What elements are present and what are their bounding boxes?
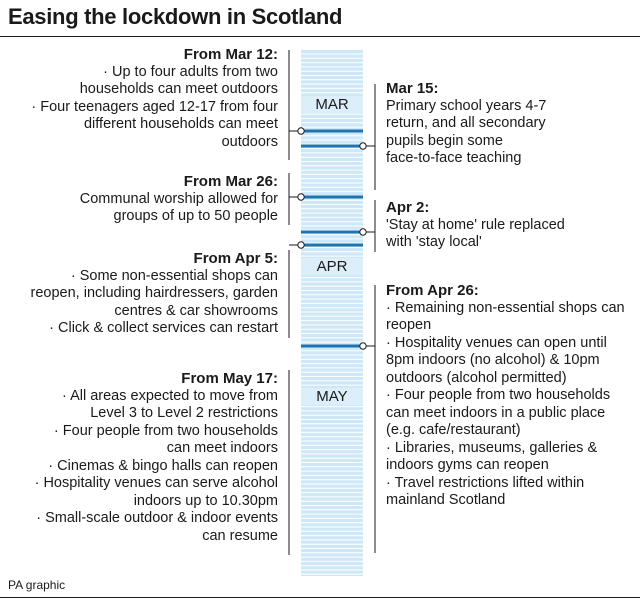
event-heading: From Apr 5: [193,250,278,267]
event-heading: From May 17: [181,370,278,387]
event-from-mar-12 [28,46,278,151]
event-line: face-to-face teaching [386,150,522,166]
event-item: · Libraries, museums, galleries & indoors gyms can reopen [386,440,626,475]
event-heading: Mar 15: [386,80,439,97]
event-item: · Four teenagers aged 12-17 from four different households can meet outdoors [28,99,278,152]
page-title: Easing the lockdown in Scotland [8,4,343,29]
event-item: · Travel restrictions lifted within mainland Scotland [386,475,626,510]
timeline-event-dot [298,242,304,248]
timeline-event-dot [298,128,304,134]
event-from-mar-26 [28,173,278,226]
event-heading: From Mar 26: [183,173,278,190]
event-item: · Remaining non-essential shops can reopen [386,300,626,335]
event-heading: From Apr 26: [386,282,479,299]
timeline-event-dot [360,229,366,235]
event-apr-2 [386,199,626,252]
event-item: · Hospitality venues can open until 8pm indoors (no alcohol) & 10pm outdoors (alcohol permitted) [386,335,626,388]
event-line: with 'stay local' [386,234,482,250]
timeline-event-dot [298,194,304,200]
event-item: · Cinemas & bingo halls can reopen [28,458,278,476]
event-line: return, and all secondary [386,115,546,131]
event-heading: Apr 2: [386,199,430,216]
timeline-bar [301,50,363,576]
event-item: · Click & collect services can restart [28,320,278,338]
month-label-apr: APR [301,258,363,275]
event-line: 'Stay at home' rule replaced [386,216,565,233]
event-mar-15 [386,80,626,168]
event-line: Primary school years 4-7 [386,97,547,114]
timeline-event-dot [360,343,366,349]
event-from-apr-26 [386,282,626,510]
event-item: · Some non-essential shops can reopen, including hairdressers, garden centres & car showrooms [28,268,278,321]
event-from-may-17 [28,370,278,545]
event-heading: From Mar 12: [183,46,278,63]
event-item: · Up to four adults from two households can meet outdoors [28,64,278,99]
source-credit: PA graphic [8,578,66,592]
event-item: · Small-scale outdoor & indoor events can resume [28,510,278,545]
month-label-mar: MAR [301,96,363,113]
event-line: groups of up to 50 people [113,208,278,224]
event-line: pupils begin some [386,132,503,149]
event-item: · All areas expected to move from Level 3 to Level 2 restrictions [28,388,278,423]
event-item: · Four people from two households can meet indoors [28,423,278,458]
month-label-may: MAY [301,388,363,405]
event-item: · Hospitality venues can serve alcohol indoors up to 10.30pm [28,475,278,510]
bottom-divider [0,597,640,598]
event-item: · Four people from two households can meet indoors in a public place (e.g. cafe/restaurant) [386,387,626,440]
event-line: Communal worship allowed for [79,190,278,207]
timeline-event-dot [360,143,366,149]
event-from-apr-5 [28,250,278,338]
